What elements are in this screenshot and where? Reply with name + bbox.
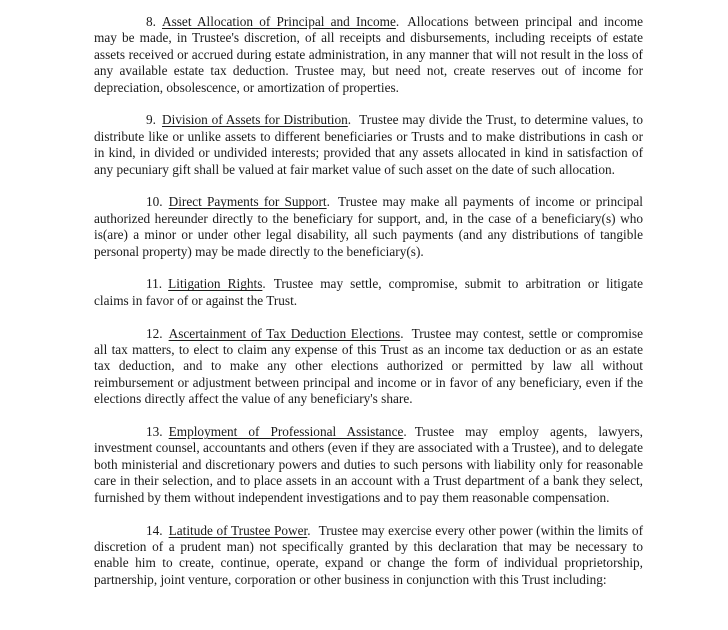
paragraph-14: 14. Latitude of Trustee Power. Trustee may exercise every other power (within the limits of discretion of a prudent man) not specifically granted by this declaration that may be necessary to enable him to create, continue, operate, expand or change the form of individual proprietorship, partnership, joint venture, corporation or other business in conjunction with this Trust including: <box>94 522 644 587</box>
paragraph-body: Allocations between principal and income may be made, in Trustee's discretion, of all receipts and disbursements, including receipts of estate assets received or accrued during estate administration, in any manner that will not result in the loss of any available estate tax deduction. Trustee may, but need not, create reserves out of income for depreciation, obsolescence, or amortization of properties. <box>94 14 644 95</box>
paragraph-11: 11. Litigation Rights. Trustee may settle, compromise, submit to arbitration or litigate claims in favor of or against the Trust. <box>94 276 643 308</box>
paragraph-number: 12. <box>146 325 163 341</box>
paragraph-heading: Direct Payments for Support <box>168 194 327 210</box>
paragraph-body: Trustee may exercise every other power (within the limits of discretion of a prudent man) not specifically granted by this declaration that may be necessary to enable him to create, continue, operate, expand or change the form of individual proprietorship, partnership, joint venture, corporation or other business in conjunction with this Trust including: <box>94 522 644 587</box>
document-page <box>94 14 643 605</box>
paragraph-12: 12. Ascertainment of Tax Deduction Elections. Trustee may contest, settle or compromise all tax matters, to elect to claim any expense of this Trust as an income tax deduction or as an estate tax deduction, and to make any other elections authorized or permitted by law all without reimbursement or adjustment between principal and income or in favor of any beneficiary, even if the elections directly affect the value of any beneficiary's share. <box>94 325 643 407</box>
paragraph-number: 8. <box>146 14 156 29</box>
paragraph-body: Trustee may divide the Trust, to determine values, to distribute like or unlike assets to different beneficiaries or Trusts and to make distributions in cash or in kind, in divided or undivided interests; provided that any assets allocated in kind in satisfaction of any pecuniary gift shall be valued at fair market value of such asset on the date of such allocation. <box>94 112 643 177</box>
paragraph-heading: Asset Allocation of Principal and Income <box>161 14 396 29</box>
paragraph-number: 10. <box>146 194 163 210</box>
paragraph-10: 10. Direct Payments for Support. Trustee may make all payments of income or principal authorized hereunder directly to the beneficiary for support, and, in the case of a beneficiary(s) who is(are) a minor or under other legal disability, all such payments (and any distributions of tangible personal property) may be made directly to the beneficiary(s). <box>94 194 643 259</box>
paragraph-number: 11. <box>146 276 163 292</box>
paragraph-number: 9. <box>146 112 156 128</box>
paragraph-body: Trustee may employ agents, lawyers, investment counsel, accountants and others (even if they are associated with a Trustee), and to delegate both ministerial and discretionary powers and duties to such persons with liability only for reasonable care in their selection, and to place assets in an account with a Trust department of a bank they select, furnished by them without independent investigations and to pay them reasonable compensation. <box>94 424 643 505</box>
paragraph-number: 14. <box>146 522 163 538</box>
paragraph-13: 13. Employment of Professional Assistance. Trustee may employ agents, lawyers, investment counsel, accountants and others (even if they are associated with a Trustee), and to delegate both ministerial and discretionary powers and duties to such persons with liability only for reasonable care in their selection, and to place assets in an account with a Trust department of a bank they select, furnished by them without independent investigations and to pay them reasonable compensation. <box>94 424 643 505</box>
paragraph-body: Trustee may make all payments of income or principal authorized hereunder directly to the beneficiary for support, and, in the case of a beneficiary(s) who is(are) a minor or under other legal disability, all such payments (and any distributions of tangible personal property) may be made directly to the beneficiary(s). <box>94 194 643 259</box>
paragraph-heading: Division of Assets for Distribution <box>161 112 348 128</box>
paragraph-heading: Employment of Professional Assistance <box>168 424 404 440</box>
paragraph-9: 9. Division of Assets for Distribution. Trustee may divide the Trust, to determine values, to distribute like or unlike assets to different beneficiaries or Trusts and to make distributions in cash or in kind, in divided or undivided interests; provided that any assets allocated in kind in satisfaction of any pecuniary gift shall be valued at fair market value of such asset on the date of such allocation. <box>94 112 643 177</box>
paragraph-heading: Latitude of Trustee Power <box>168 522 308 538</box>
paragraph-body: Trustee may contest, settle or compromise all tax matters, to elect to claim any expense of this Trust as an income tax deduction or as an estate tax deduction, and to make any other elections authorized or permitted by law all without reimbursement or adjustment between principal and income or in favor of any beneficiary, even if the elections directly affect the value of any beneficiary's share. <box>94 325 643 407</box>
paragraph-heading: Litigation Rights <box>168 276 263 292</box>
paragraph-8: 8. Asset Allocation of Principal and Income. Allocations between principal and income may be made, in Trustee's discretion, of all receipts and disbursements, including receipts of estate assets received or accrued during estate administration, in any manner that will not result in the loss of any available estate tax deduction. Trustee may, but need not, create reserves out of income for depreciation, obsolescence, or amortization of properties. <box>94 14 644 95</box>
paragraph-heading: Ascertainment of Tax Deduction Elections <box>168 325 401 341</box>
paragraph-body: Trustee may settle, compromise, submit to arbitration or litigate claims in favor of or against the Trust. <box>94 276 643 308</box>
paragraph-number: 13. <box>146 424 163 440</box>
